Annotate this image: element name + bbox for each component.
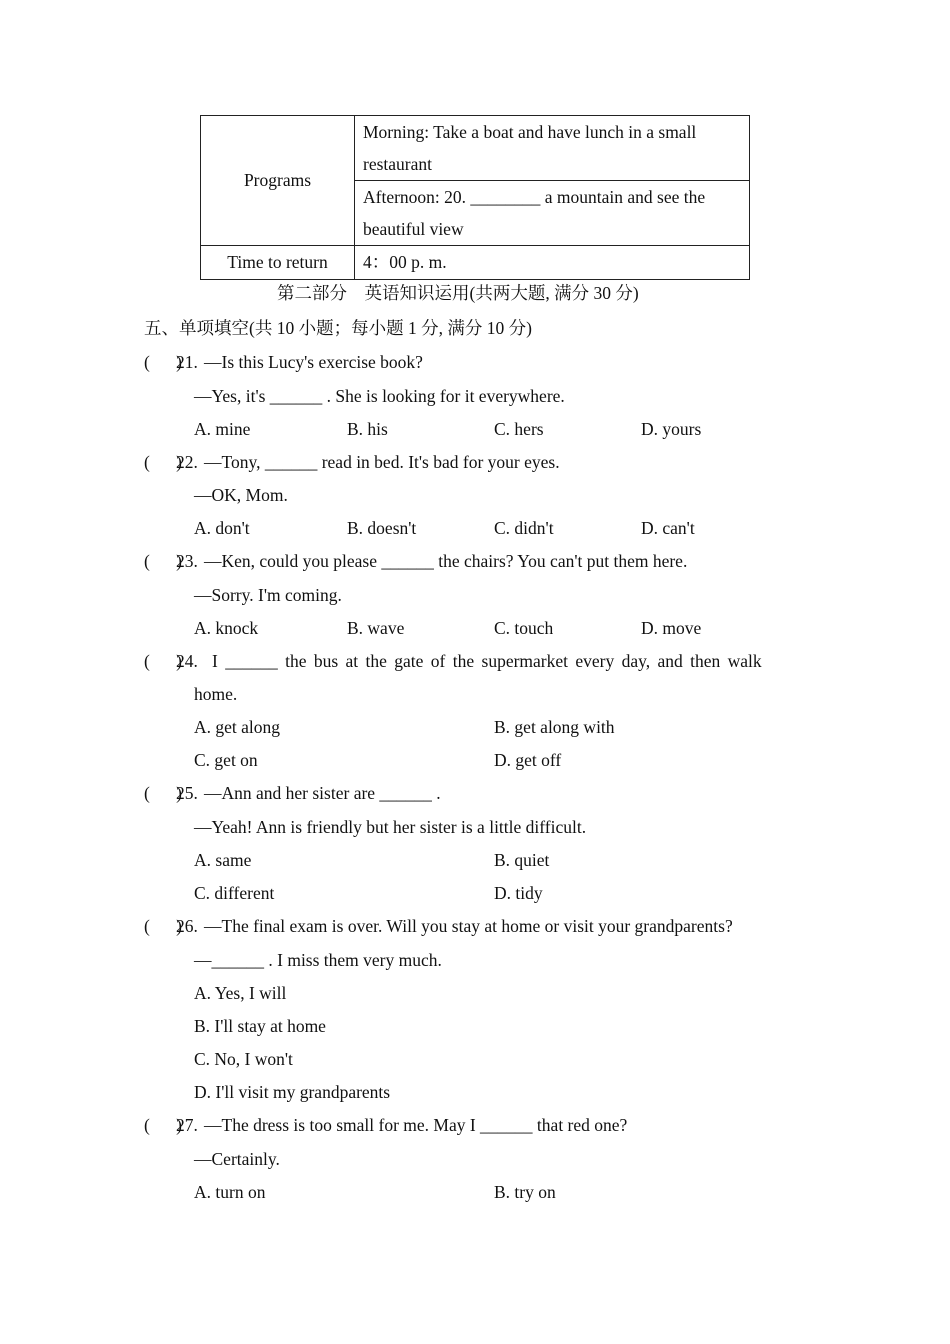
option-d[interactable]: D. can't <box>641 518 695 538</box>
option-d[interactable]: D. move <box>641 618 702 638</box>
part-title: 第二部分 英语知识运用(共两大题, 满分 30 分) <box>277 283 639 303</box>
option-a[interactable]: A. don't <box>194 518 250 538</box>
option-b[interactable]: B. quiet <box>494 850 550 870</box>
question-text: —Is this Lucy's exercise book? <box>204 352 423 372</box>
table-label-programs: Programs <box>201 116 355 246</box>
option-a[interactable]: A. knock <box>194 618 259 638</box>
option-b[interactable]: B. I'll stay at home <box>194 1016 326 1036</box>
question-text: home. <box>194 684 238 704</box>
option-c[interactable]: C. hers <box>494 419 544 439</box>
question-text: —OK, Mom. <box>194 485 288 505</box>
table-cell-return-time: 4：00 p. m. <box>355 246 750 280</box>
option-a[interactable]: A. get along <box>194 717 281 737</box>
table-cell-afternoon: Afternoon: 20. ________ a mountain and see the beautiful view <box>355 181 750 246</box>
option-d[interactable]: D. get off <box>494 750 562 770</box>
question-text: —Certainly. <box>194 1149 280 1169</box>
question-number: 22. <box>176 452 198 472</box>
answer-paren[interactable]: ( ) <box>144 551 182 571</box>
question-number: 24. <box>176 651 198 671</box>
question-text: —Ann and her sister are ______ . <box>204 783 441 803</box>
question-number: 21. <box>176 352 198 372</box>
option-a[interactable]: A. turn on <box>194 1182 266 1202</box>
option-d[interactable]: D. tidy <box>494 883 543 903</box>
answer-paren[interactable]: ( ) <box>144 651 182 671</box>
option-c[interactable]: C. didn't <box>494 518 554 538</box>
question-text: —Yes, it's ______ . She is looking for it everywhere. <box>194 386 565 406</box>
option-b[interactable]: B. doesn't <box>347 518 417 538</box>
answer-paren[interactable]: ( ) <box>144 452 182 472</box>
option-b[interactable]: B. his <box>347 419 388 439</box>
option-b[interactable]: B. wave <box>347 618 405 638</box>
section-title: 五、单项填空(共 10 小题；每小题 1 分, 满分 10 分) <box>144 318 532 338</box>
answer-paren[interactable]: ( ) <box>144 1115 182 1135</box>
question-text: I ______ the bus at the gate of the supermarket every day, and then walk <box>212 651 762 671</box>
question-number: 26. <box>176 916 198 936</box>
option-c[interactable]: C. touch <box>494 618 554 638</box>
question-number: 25. <box>176 783 198 803</box>
question-text: —The dress is too small for me. May I ______ that red one? <box>204 1115 628 1135</box>
question-number: 27. <box>176 1115 198 1135</box>
question-text: —Tony, ______ read in bed. It's bad for your eyes. <box>204 452 560 472</box>
option-d[interactable]: D. I'll visit my grandparents <box>194 1082 391 1102</box>
question-text: —______ . I miss them very much. <box>194 950 442 970</box>
option-b[interactable]: B. get along with <box>494 717 615 737</box>
answer-paren[interactable]: ( ) <box>144 352 182 372</box>
question-number: 23. <box>176 551 198 571</box>
question-text: —Ken, could you please ______ the chairs? You can't put them here. <box>204 551 688 571</box>
option-c[interactable]: C. different <box>194 883 275 903</box>
option-b[interactable]: B. try on <box>494 1182 556 1202</box>
option-a[interactable]: A. mine <box>194 419 251 439</box>
table-cell-morning: Morning: Take a boat and have lunch in a small restaurant <box>355 116 750 181</box>
option-c[interactable]: C. No, I won't <box>194 1049 293 1069</box>
info-table <box>200 115 750 280</box>
option-c[interactable]: C. get on <box>194 750 258 770</box>
answer-paren[interactable]: ( ) <box>144 783 182 803</box>
option-d[interactable]: D. yours <box>641 419 702 439</box>
question-text: —Yeah! Ann is friendly but her sister is a little difficult. <box>194 817 587 837</box>
option-a[interactable]: A. Yes, I will <box>194 983 287 1003</box>
table-label-return: Time to return <box>201 246 355 280</box>
question-text: —The final exam is over. Will you stay at home or visit your grandparents? <box>204 916 733 936</box>
option-a[interactable]: A. same <box>194 850 252 870</box>
question-text: —Sorry. I'm coming. <box>194 585 342 605</box>
answer-paren[interactable]: ( ) <box>144 916 182 936</box>
